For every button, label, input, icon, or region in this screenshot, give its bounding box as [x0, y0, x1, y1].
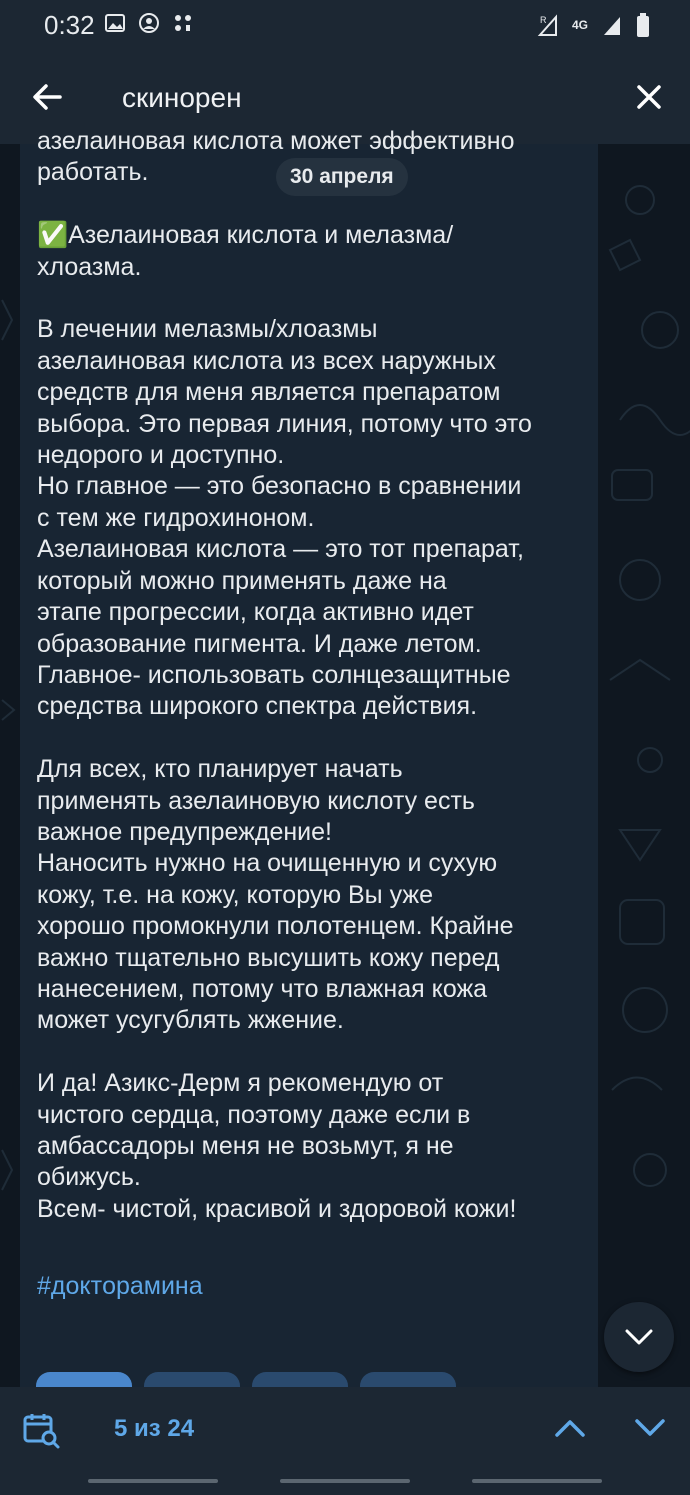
close-icon[interactable]: [632, 80, 666, 114]
status-right-icons: [538, 12, 650, 38]
scroll-down-button[interactable]: [604, 1302, 674, 1372]
status-bar: [0, 0, 690, 52]
status-left-icons: [104, 12, 194, 34]
gesture-bar: [0, 1471, 690, 1495]
signal-r-icon: [538, 13, 558, 37]
signal-icon: [602, 13, 622, 37]
battery-icon: [636, 12, 650, 38]
arrow-left-icon[interactable]: [30, 80, 64, 114]
vpn-icon: [172, 12, 194, 34]
svg-text:R: R: [539, 15, 547, 25]
calendar-search-icon[interactable]: [22, 1411, 60, 1449]
account-icon: [138, 12, 160, 34]
gesture-line: [472, 1479, 602, 1483]
status-time: 0:32: [44, 10, 95, 40]
gesture-line: [88, 1479, 218, 1483]
network-type: 4G: [571, 18, 588, 32]
message-text: азелаиновая кислота может эффективно работать. ✅Азелаиновая кислота и мелазма/ хлоазма. В лечении мелазмы/хлоазмы азелаиновая кислота из всех наружных средств для меня является препаратом выбора. Это первая линия, потому что это недорого и доступно. Но главное — это безопасно в сравнении с тем же гидрохиноном. Азелаиновая кислота — это тот препарат, который можно применять даже на этапе прогрессии, когда активно идет образование пигмента. И даже летом. Главное- использовать солнцезащитные средства широкого спектра действия. Для всех, кто планирует начать применять азелаиновую кислоту есть важное предупреждение! Наносить нужно на очищенную и сухую кожу, т.е. на кожу, которую Вы уже хорошо промокнули полотенцем. Крайне важно тщательно высушить кожу перед нанесением, потому что влажная кожа может усугублять жжение. И да! Азикс-Дерм я рекомендую от чистого сердца, поэтому даже если в амбассадоры меня не возьмут, я не обижусь. Всем- чистой, красивой и здоровой кожи!: [37, 127, 532, 1223]
result-counter: 5 из 24: [114, 1415, 195, 1442]
hashtag-link[interactable]: #доктoрамина: [37, 1272, 203, 1300]
message-bubble[interactable]: [20, 127, 598, 1388]
chevron-down-icon: [624, 1326, 654, 1348]
image-icon: [104, 12, 126, 34]
chevron-up-icon[interactable]: [554, 1417, 586, 1439]
chevron-down-icon[interactable]: [634, 1417, 666, 1439]
gesture-line: [280, 1479, 410, 1483]
search-results-bar: [0, 1387, 690, 1471]
search-input[interactable]: скинорен: [122, 82, 242, 113]
date-pill: 30 апреля: [276, 158, 408, 196]
